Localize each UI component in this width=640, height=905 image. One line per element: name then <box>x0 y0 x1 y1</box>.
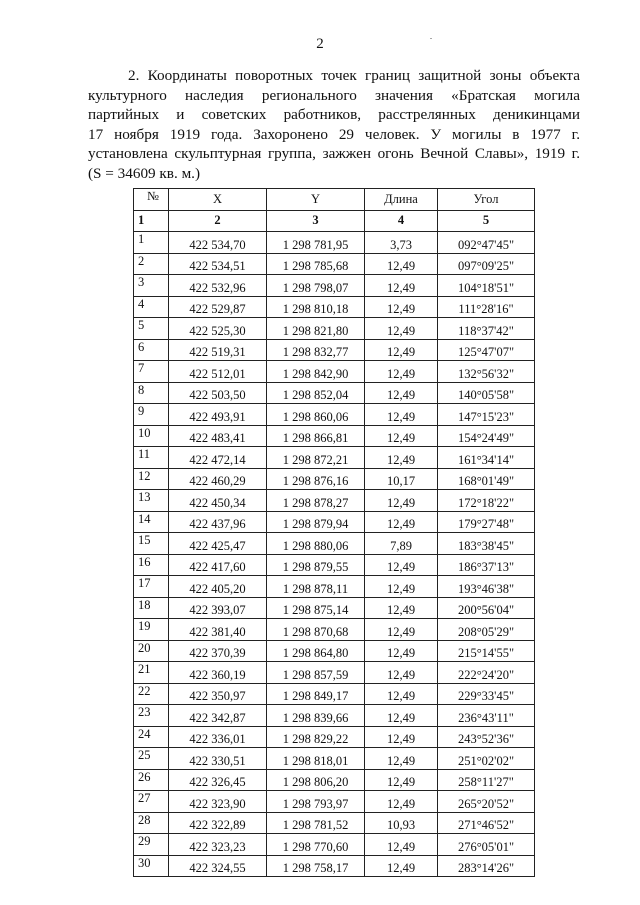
segment-length: 10,17 <box>365 468 438 490</box>
table-row <box>134 597 535 619</box>
table-row <box>134 468 535 490</box>
table-row <box>134 748 535 770</box>
colnum: 5 <box>438 210 535 232</box>
x-coordinate: 422 529,87 <box>169 296 267 318</box>
segment-length: 12,49 <box>365 275 438 297</box>
segment-length: 12,49 <box>365 576 438 598</box>
point-number: 3 <box>134 275 169 297</box>
point-number: 13 <box>134 490 169 512</box>
direction-angle: 271°46'52" <box>438 812 535 834</box>
table-row <box>134 318 535 340</box>
direction-angle: 172°18'22" <box>438 490 535 512</box>
x-coordinate: 422 323,90 <box>169 791 267 813</box>
direction-angle: 154°24'49" <box>438 425 535 447</box>
segment-length: 12,49 <box>365 619 438 641</box>
table-header-row <box>134 189 535 211</box>
coordinates-table <box>133 188 535 877</box>
point-number: 23 <box>134 705 169 727</box>
point-number: 30 <box>134 855 169 877</box>
colnum: 4 <box>365 210 438 232</box>
segment-length: 10,93 <box>365 812 438 834</box>
x-coordinate: 422 493,91 <box>169 404 267 426</box>
x-coordinate: 422 405,20 <box>169 576 267 598</box>
corner-mark: . <box>430 32 432 41</box>
y-coordinate: 1 298 878,11 <box>267 576 365 598</box>
table-row <box>134 296 535 318</box>
y-coordinate: 1 298 849,17 <box>267 683 365 705</box>
y-coordinate: 1 298 876,16 <box>267 468 365 490</box>
point-number: 4 <box>134 296 169 318</box>
segment-length: 12,49 <box>365 447 438 469</box>
point-number: 1 <box>134 232 169 254</box>
heading-line: 17 ноября 1919 года. Захоронено 29 человек. У могилы в 1977 г. <box>88 125 580 143</box>
segment-length: 12,49 <box>365 318 438 340</box>
point-number: 9 <box>134 404 169 426</box>
table-row <box>134 791 535 813</box>
colnum: 3 <box>267 210 365 232</box>
point-number: 15 <box>134 533 169 555</box>
colnum: 2 <box>169 210 267 232</box>
direction-angle: 147°15'23" <box>438 404 535 426</box>
segment-length: 12,49 <box>365 683 438 705</box>
direction-angle: 092°47'45" <box>438 232 535 254</box>
segment-length: 12,49 <box>365 662 438 684</box>
direction-angle: 186°37'13" <box>438 554 535 576</box>
y-coordinate: 1 298 852,04 <box>267 382 365 404</box>
x-coordinate: 422 393,07 <box>169 597 267 619</box>
table-row <box>134 683 535 705</box>
y-coordinate: 1 298 806,20 <box>267 769 365 791</box>
point-number: 26 <box>134 769 169 791</box>
direction-angle: 200°56'04" <box>438 597 535 619</box>
y-coordinate: 1 298 839,66 <box>267 705 365 727</box>
segment-length: 12,49 <box>365 726 438 748</box>
segment-length: 12,49 <box>365 705 438 727</box>
table-row <box>134 834 535 856</box>
table-row <box>134 619 535 641</box>
segment-length: 12,49 <box>365 382 438 404</box>
x-coordinate: 422 350,97 <box>169 683 267 705</box>
x-coordinate: 422 460,29 <box>169 468 267 490</box>
x-coordinate: 422 525,30 <box>169 318 267 340</box>
table-row <box>134 812 535 834</box>
y-coordinate: 1 298 818,01 <box>267 748 365 770</box>
direction-angle: 104°18'51" <box>438 275 535 297</box>
point-number: 16 <box>134 554 169 576</box>
table-row <box>134 361 535 383</box>
point-number: 5 <box>134 318 169 340</box>
segment-length: 12,49 <box>365 404 438 426</box>
x-coordinate: 422 381,40 <box>169 619 267 641</box>
point-number: 21 <box>134 662 169 684</box>
segment-length: 12,49 <box>365 640 438 662</box>
direction-angle: 229°33'45" <box>438 683 535 705</box>
table-row <box>134 425 535 447</box>
page-number: 2 <box>316 36 324 52</box>
y-coordinate: 1 298 829,22 <box>267 726 365 748</box>
point-number: 2 <box>134 253 169 275</box>
segment-length: 12,49 <box>365 791 438 813</box>
point-number: 7 <box>134 361 169 383</box>
y-coordinate: 1 298 880,06 <box>267 533 365 555</box>
point-number: 20 <box>134 640 169 662</box>
heading-line: культурного наследия регионального значения «Братская могила <box>88 86 580 104</box>
segment-length: 12,49 <box>365 834 438 856</box>
header-length: Длина <box>365 189 438 211</box>
header-x: X <box>169 189 267 211</box>
header-number: № <box>134 189 169 211</box>
table-row <box>134 726 535 748</box>
direction-angle: 265°20'52" <box>438 791 535 813</box>
y-coordinate: 1 298 866,81 <box>267 425 365 447</box>
x-coordinate: 422 336,01 <box>169 726 267 748</box>
point-number: 6 <box>134 339 169 361</box>
x-coordinate: 422 326,45 <box>169 769 267 791</box>
direction-angle: 132°56'32" <box>438 361 535 383</box>
point-number: 18 <box>134 597 169 619</box>
point-number: 8 <box>134 382 169 404</box>
x-coordinate: 422 483,41 <box>169 425 267 447</box>
heading-line: установлена скульптурная группа, зажжен огонь Вечной Славы», 1919 г. <box>88 145 580 162</box>
point-number: 24 <box>134 726 169 748</box>
y-coordinate: 1 298 857,59 <box>267 662 365 684</box>
direction-angle: 276°05'01" <box>438 834 535 856</box>
y-coordinate: 1 298 785,68 <box>267 253 365 275</box>
table-row <box>134 382 535 404</box>
point-number: 10 <box>134 425 169 447</box>
point-number: 22 <box>134 683 169 705</box>
x-coordinate: 422 342,87 <box>169 705 267 727</box>
direction-angle: 251°02'02" <box>438 748 535 770</box>
direction-angle: 283°14'26" <box>438 855 535 877</box>
y-coordinate: 1 298 781,52 <box>267 812 365 834</box>
x-coordinate: 422 425,47 <box>169 533 267 555</box>
direction-angle: 179°27'48" <box>438 511 535 533</box>
table-row <box>134 490 535 512</box>
y-coordinate: 1 298 821,80 <box>267 318 365 340</box>
table-row <box>134 554 535 576</box>
table-row <box>134 705 535 727</box>
x-coordinate: 422 322,89 <box>169 812 267 834</box>
y-coordinate: 1 298 810,18 <box>267 296 365 318</box>
direction-angle: 243°52'36" <box>438 726 535 748</box>
x-coordinate: 422 417,60 <box>169 554 267 576</box>
y-coordinate: 1 298 770,60 <box>267 834 365 856</box>
y-coordinate: 1 298 860,06 <box>267 404 365 426</box>
direction-angle: 118°37'42" <box>438 318 535 340</box>
y-coordinate: 1 298 832,77 <box>267 339 365 361</box>
heading-line: 2. Координаты поворотных точек границ защитной зоны объекта <box>128 67 580 84</box>
direction-angle: 183°38'45" <box>438 533 535 555</box>
section-heading <box>88 66 580 183</box>
heading-line: (S = 34609 кв. м.) <box>88 164 201 182</box>
table-row <box>134 404 535 426</box>
x-coordinate: 422 323,23 <box>169 834 267 856</box>
segment-length: 12,49 <box>365 748 438 770</box>
direction-angle: 215°14'55" <box>438 640 535 662</box>
x-coordinate: 422 324,55 <box>169 855 267 877</box>
point-number: 11 <box>134 447 169 469</box>
direction-angle: 111°28'16" <box>438 296 535 318</box>
table-row <box>134 511 535 533</box>
point-number: 27 <box>134 791 169 813</box>
table-row <box>134 275 535 297</box>
y-coordinate: 1 298 878,27 <box>267 490 365 512</box>
x-coordinate: 422 450,34 <box>169 490 267 512</box>
y-coordinate: 1 298 879,55 <box>267 554 365 576</box>
header-y: Y <box>267 189 365 211</box>
x-coordinate: 422 503,50 <box>169 382 267 404</box>
direction-angle: 208°05'29" <box>438 619 535 641</box>
point-number: 14 <box>134 511 169 533</box>
y-coordinate: 1 298 793,97 <box>267 791 365 813</box>
point-number: 29 <box>134 834 169 856</box>
segment-length: 12,49 <box>365 554 438 576</box>
direction-angle: 140°05'58" <box>438 382 535 404</box>
segment-length: 12,49 <box>365 339 438 361</box>
y-coordinate: 1 298 875,14 <box>267 597 365 619</box>
table-row <box>134 253 535 275</box>
segment-length: 12,49 <box>365 597 438 619</box>
x-coordinate: 422 512,01 <box>169 361 267 383</box>
point-number: 19 <box>134 619 169 641</box>
table-row <box>134 576 535 598</box>
column-numbers-row <box>134 210 535 232</box>
point-number: 17 <box>134 576 169 598</box>
table-row <box>134 339 535 361</box>
point-number: 28 <box>134 812 169 834</box>
direction-angle: 258°11'27" <box>438 769 535 791</box>
direction-angle: 125°47'07" <box>438 339 535 361</box>
direction-angle: 161°34'14" <box>438 447 535 469</box>
x-coordinate: 422 472,14 <box>169 447 267 469</box>
y-coordinate: 1 298 870,68 <box>267 619 365 641</box>
x-coordinate: 422 534,51 <box>169 253 267 275</box>
segment-length: 3,73 <box>365 232 438 254</box>
segment-length: 12,49 <box>365 855 438 877</box>
point-number: 25 <box>134 748 169 770</box>
y-coordinate: 1 298 879,94 <box>267 511 365 533</box>
segment-length: 12,49 <box>365 769 438 791</box>
y-coordinate: 1 298 864,80 <box>267 640 365 662</box>
x-coordinate: 422 534,70 <box>169 232 267 254</box>
y-coordinate: 1 298 842,90 <box>267 361 365 383</box>
table-row <box>134 855 535 877</box>
x-coordinate: 422 519,31 <box>169 339 267 361</box>
header-angle: Угол <box>438 189 535 211</box>
heading-line: партийных и советских работников, расстрелянных деникинцами <box>88 106 580 123</box>
direction-angle: 222°24'20" <box>438 662 535 684</box>
segment-length: 12,49 <box>365 296 438 318</box>
x-coordinate: 422 532,96 <box>169 275 267 297</box>
direction-angle: 097°09'25" <box>438 253 535 275</box>
y-coordinate: 1 298 758,17 <box>267 855 365 877</box>
table-body <box>134 232 535 877</box>
table-row <box>134 533 535 555</box>
point-number: 12 <box>134 468 169 490</box>
y-coordinate: 1 298 798,07 <box>267 275 365 297</box>
y-coordinate: 1 298 872,21 <box>267 447 365 469</box>
segment-length: 12,49 <box>365 511 438 533</box>
x-coordinate: 422 360,19 <box>169 662 267 684</box>
direction-angle: 236°43'11" <box>438 705 535 727</box>
table-row <box>134 640 535 662</box>
segment-length: 12,49 <box>365 253 438 275</box>
table-row <box>134 232 535 254</box>
direction-angle: 193°46'38" <box>438 576 535 598</box>
segment-length: 12,49 <box>365 425 438 447</box>
x-coordinate: 422 437,96 <box>169 511 267 533</box>
x-coordinate: 422 330,51 <box>169 748 267 770</box>
segment-length: 7,89 <box>365 533 438 555</box>
segment-length: 12,49 <box>365 361 438 383</box>
x-coordinate: 422 370,39 <box>169 640 267 662</box>
table-row <box>134 769 535 791</box>
y-coordinate: 1 298 781,95 <box>267 232 365 254</box>
colnum: 1 <box>134 210 169 232</box>
segment-length: 12,49 <box>365 490 438 512</box>
table-row <box>134 662 535 684</box>
direction-angle: 168°01'49" <box>438 468 535 490</box>
table-row <box>134 447 535 469</box>
